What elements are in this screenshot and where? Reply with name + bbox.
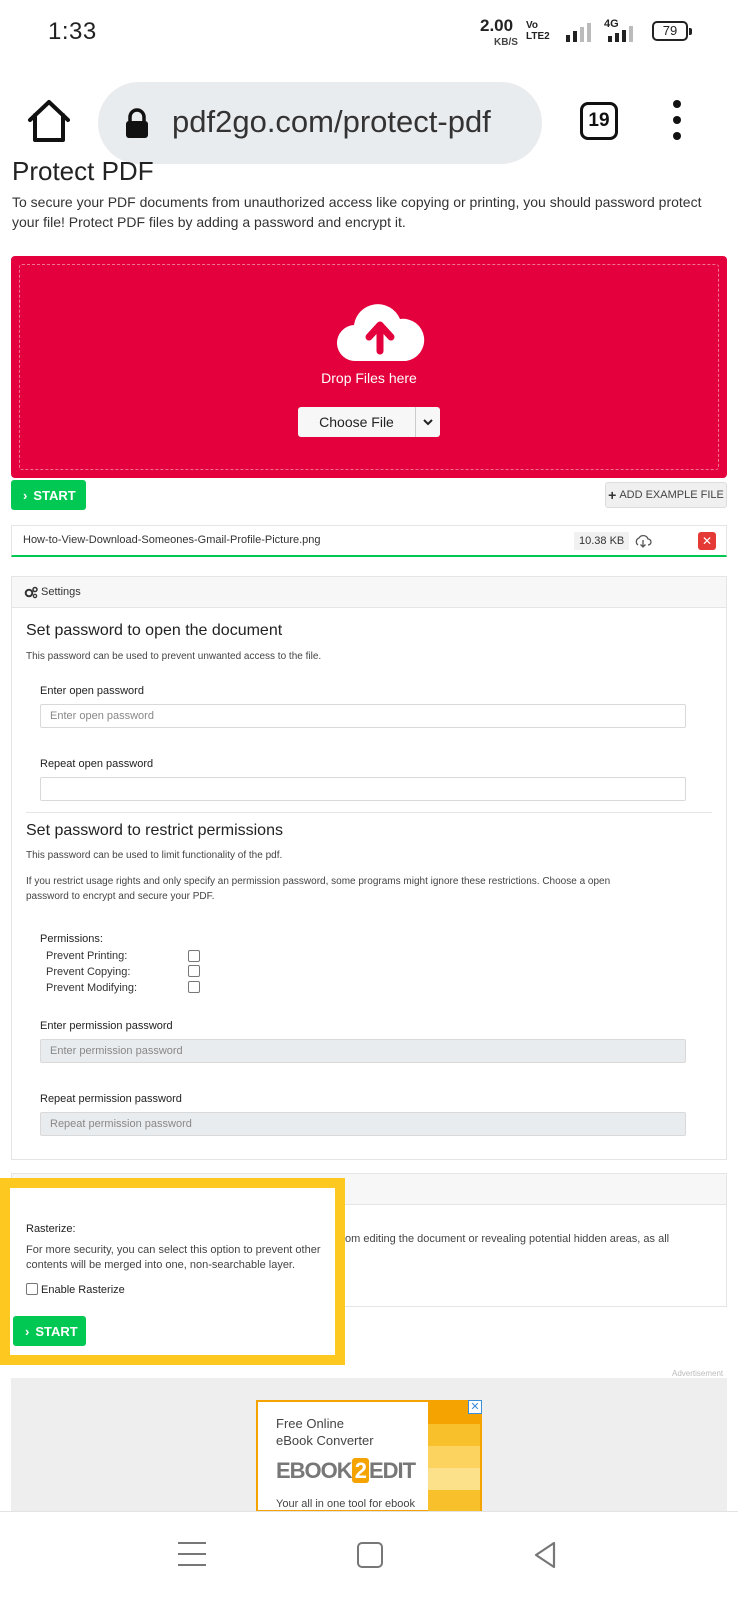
ad-close-icon[interactable]: ✕ <box>468 1400 482 1414</box>
settings-panel <box>11 576 727 1160</box>
repeat-open-password-input[interactable] <box>40 777 686 801</box>
prevent-modifying-label: Prevent Modifying: <box>46 982 138 994</box>
lock-icon <box>124 108 150 140</box>
prevent-copying-checkbox[interactable] <box>188 965 200 977</box>
drop-zone-border <box>19 264 719 470</box>
home-icon[interactable] <box>24 96 74 146</box>
ad-decoration <box>428 1402 480 1514</box>
battery-icon: 79 <box>652 21 688 41</box>
plus-icon: + <box>608 487 617 503</box>
ad-banner[interactable] <box>256 1400 482 1512</box>
permission-note-line-2: password to encrypt and secure your PDF. <box>26 891 215 902</box>
enable-rasterize-checkbox[interactable] <box>26 1283 38 1295</box>
choose-file-label: Choose File <box>319 414 394 430</box>
permission-password-description: This password can be used to limit functionality of the pdf. <box>26 850 283 861</box>
recent-apps-icon[interactable] <box>178 1542 206 1568</box>
page-description: To secure your PDF documents from unauthorized access like copying or printing, you should password protect your file! Protect PDF files by adding a password and encrypt it. <box>12 194 702 230</box>
rasterize-title: Rasterize: <box>26 1223 76 1235</box>
ad-headline-2: eBook Converter <box>276 1433 374 1448</box>
repeat-permission-password-label: Repeat permission password <box>40 1093 182 1105</box>
add-example-file-button[interactable]: + ADD EXAMPLE FILE <box>605 482 727 508</box>
open-password-heading: Set password to open the document <box>26 622 283 639</box>
permission-password-input[interactable]: Enter permission password <box>40 1039 686 1063</box>
signal-icon <box>566 22 591 42</box>
permission-note-line-1: If you restrict usage rights and only specify an permission password, some programs might ignore these restrictions. Choose a open <box>26 876 611 887</box>
drop-files-text: Drop Files here <box>321 370 417 386</box>
repeat-open-password-label: Repeat open password <box>40 758 154 770</box>
start-button-bottom[interactable]: › START <box>13 1316 86 1346</box>
open-password-input[interactable]: Enter open password <box>40 704 686 728</box>
permission-password-label: Enter permission password <box>40 1020 173 1032</box>
page-title: Protect PDF <box>12 156 154 186</box>
web-page <box>0 156 738 1511</box>
enable-rasterize-label: Enable Rasterize <box>41 1284 125 1296</box>
uploaded-file-row <box>11 525 727 557</box>
chevron-down-icon[interactable] <box>416 407 440 437</box>
chevron-right-icon: › <box>23 487 28 503</box>
overflow-menu-icon[interactable] <box>670 100 684 144</box>
repeat-permission-password-input[interactable]: Repeat permission password <box>40 1112 686 1136</box>
rasterize-description-continued: om editing the document or revealing potential hidden areas, as all <box>345 1233 670 1245</box>
back-icon[interactable] <box>532 1540 558 1570</box>
settings-header <box>12 577 726 608</box>
signal-icon-2 <box>608 26 633 42</box>
ad-headline-1: Free Online <box>276 1416 344 1431</box>
cloud-download-icon[interactable] <box>634 532 652 550</box>
system-nav-bar <box>0 1511 738 1600</box>
volte-indicator: Vo LTE2 <box>526 20 550 42</box>
status-bar <box>0 0 738 66</box>
tab-switcher-button[interactable]: 19 <box>580 102 618 140</box>
home-nav-icon[interactable] <box>357 1542 383 1568</box>
file-drop-zone[interactable] <box>11 256 727 478</box>
file-name: How-to-View-Download-Someones-Gmail-Profile-Picture.png <box>23 534 321 546</box>
clock: 1:33 <box>48 18 97 45</box>
permissions-label: Permissions: <box>40 933 103 945</box>
prevent-printing-label: Prevent Printing: <box>46 950 128 962</box>
open-password-label: Enter open password <box>40 685 144 697</box>
gears-icon <box>24 586 38 599</box>
file-size: 10.38 KB <box>574 532 629 550</box>
remove-file-button[interactable]: ✕ <box>698 532 716 550</box>
prevent-modifying-checkbox[interactable] <box>188 981 200 993</box>
network-speed: 2.00 KB/S <box>480 16 518 48</box>
cloud-upload-icon <box>336 303 424 363</box>
permission-password-heading: Set password to restrict permissions <box>26 822 283 839</box>
section-divider <box>26 812 712 813</box>
start-button[interactable]: › START <box>11 480 86 510</box>
rasterize-description: For more security, you can select this option to prevent other contents will be merged into one, non-searchable layer. <box>26 1244 321 1271</box>
ad-brand-logo: EBOOK 2 EDIT <box>276 1458 416 1483</box>
url-bar[interactable] <box>98 82 542 164</box>
chevron-right-icon: › <box>25 1323 30 1339</box>
prevent-copying-label: Prevent Copying: <box>46 966 131 978</box>
url-text: pdf2go.com/protect-pdf <box>172 104 491 139</box>
highlight-box <box>0 1178 345 1365</box>
ad-label: Advertisement <box>672 1369 724 1378</box>
prevent-printing-checkbox[interactable] <box>188 950 200 962</box>
choose-file-button[interactable] <box>298 407 440 437</box>
open-password-description: This password can be used to prevent unwanted access to the file. <box>26 651 322 662</box>
ad-tagline: Your all in one tool for ebook <box>276 1498 416 1510</box>
network-type: 4G <box>604 18 619 30</box>
settings-label: Settings <box>41 586 81 598</box>
